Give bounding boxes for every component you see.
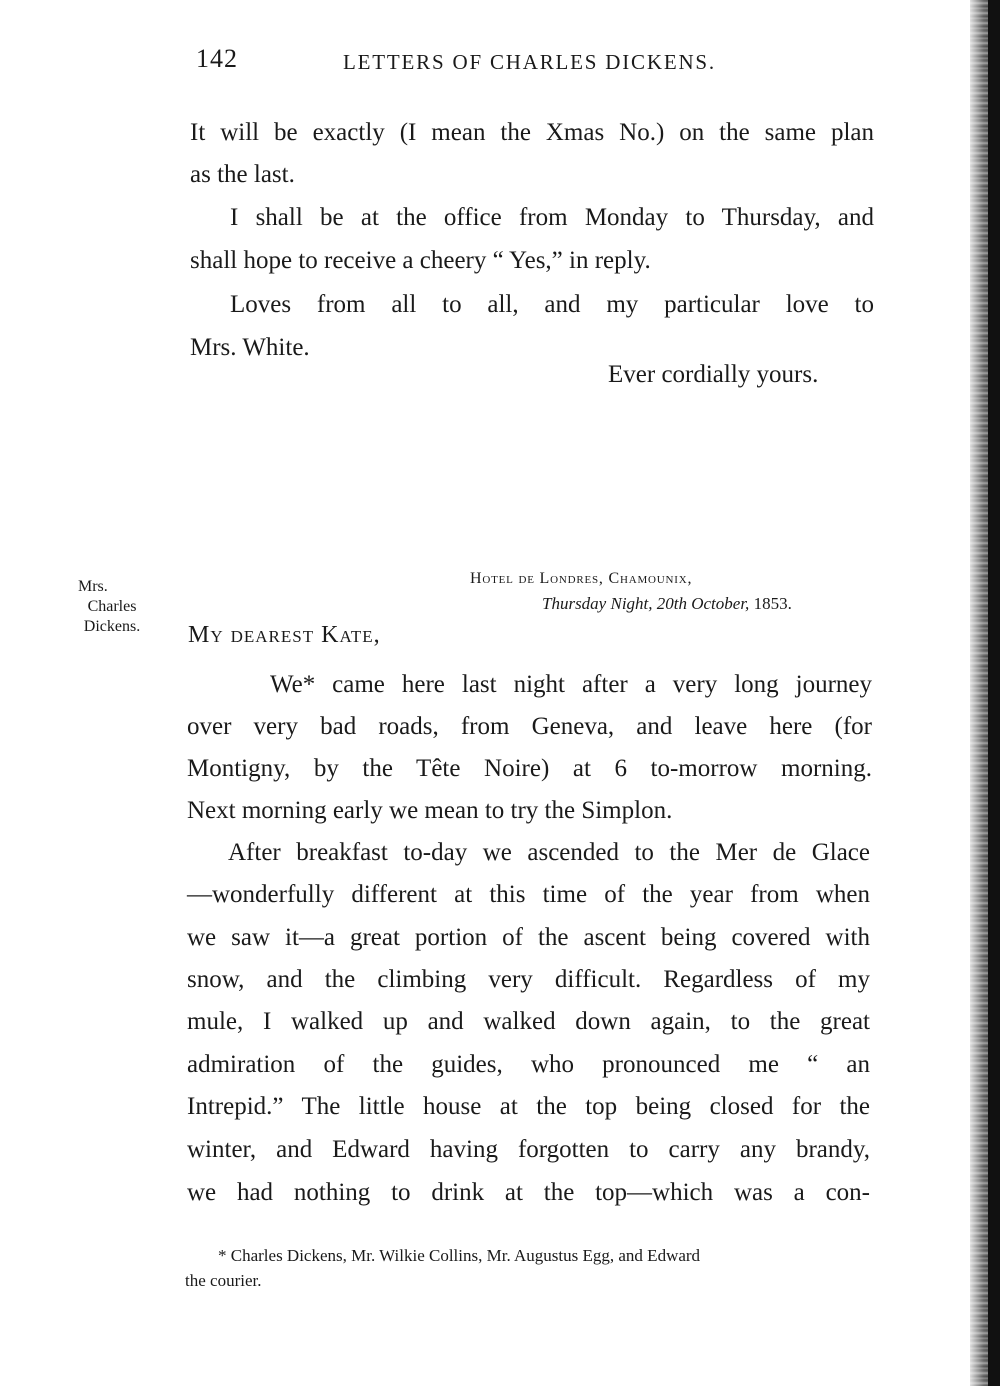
text-line: —wonderfully different at this time of the year from when <box>187 881 870 908</box>
letter-date <box>542 594 792 614</box>
text-line: mule, I walked up and walked down again, to the great <box>187 1008 870 1035</box>
date-italic: Thursday Night, 20th October, <box>542 594 750 613</box>
running-title: LETTERS OF CHARLES DICKENS. <box>343 50 716 74</box>
salutation-text: My dearest Kate, <box>188 622 381 648</box>
text-line: over very bad roads, from Geneva, and leave here (for <box>187 713 872 740</box>
text-line: It will be exactly (I mean the Xmas No.) on the same plan <box>190 119 874 146</box>
footnote-line: * Charles Dickens, Mr. Wilkie Collins, Mr. Augustus Egg, and Edward <box>218 1246 701 1265</box>
text-line: we had nothing to drink at the top—which was a con- <box>187 1179 870 1206</box>
text-line: Mrs. White. <box>190 334 310 361</box>
margin-note-line: Charles <box>87 598 137 615</box>
text-line: After breakfast to-day we ascended to the Mer de Glace <box>228 839 870 866</box>
margin-note <box>72 577 152 637</box>
margin-note-line: Mrs. <box>78 578 108 595</box>
footnote-line: the courier. <box>185 1271 262 1290</box>
page-number: 142 <box>196 44 238 73</box>
text-line: winter, and Edward having forgotten to carry any brandy, <box>187 1136 870 1163</box>
text-line: We* came here last night after a very long journey <box>270 671 872 698</box>
text-line: Loves from all to all, and my particular love to <box>230 291 874 318</box>
address-text: Hotel de Londres, Chamounix, <box>470 570 693 587</box>
text-line: Intrepid.” The little house at the top being closed for the <box>187 1093 870 1120</box>
text-line: Montigny, by the Tête Noire) at 6 to-morrow morning. <box>187 755 872 782</box>
page-edge-dark <box>988 0 1000 1386</box>
text-line: I shall be at the office from Monday to Thursday, and <box>230 204 874 231</box>
text-line: shall hope to receive a cheery “ Yes,” in reply. <box>190 247 651 274</box>
letter-closing: Ever cordially yours. <box>608 361 819 388</box>
date-year: 1853. <box>749 594 792 613</box>
text-line: snow, and the climbing very difficult. Regardless of my <box>187 966 870 993</box>
salutation <box>188 622 381 649</box>
text-line: Next morning early we mean to try the Simplon. <box>187 797 673 824</box>
margin-note-line: Dickens. <box>83 618 141 635</box>
letter-address <box>470 570 692 588</box>
text-line: as the last. <box>190 161 295 188</box>
text-line: we saw it—a great portion of the ascent being covered with <box>187 924 870 951</box>
text-line: admiration of the guides, who pronounced me “ an <box>187 1051 870 1078</box>
